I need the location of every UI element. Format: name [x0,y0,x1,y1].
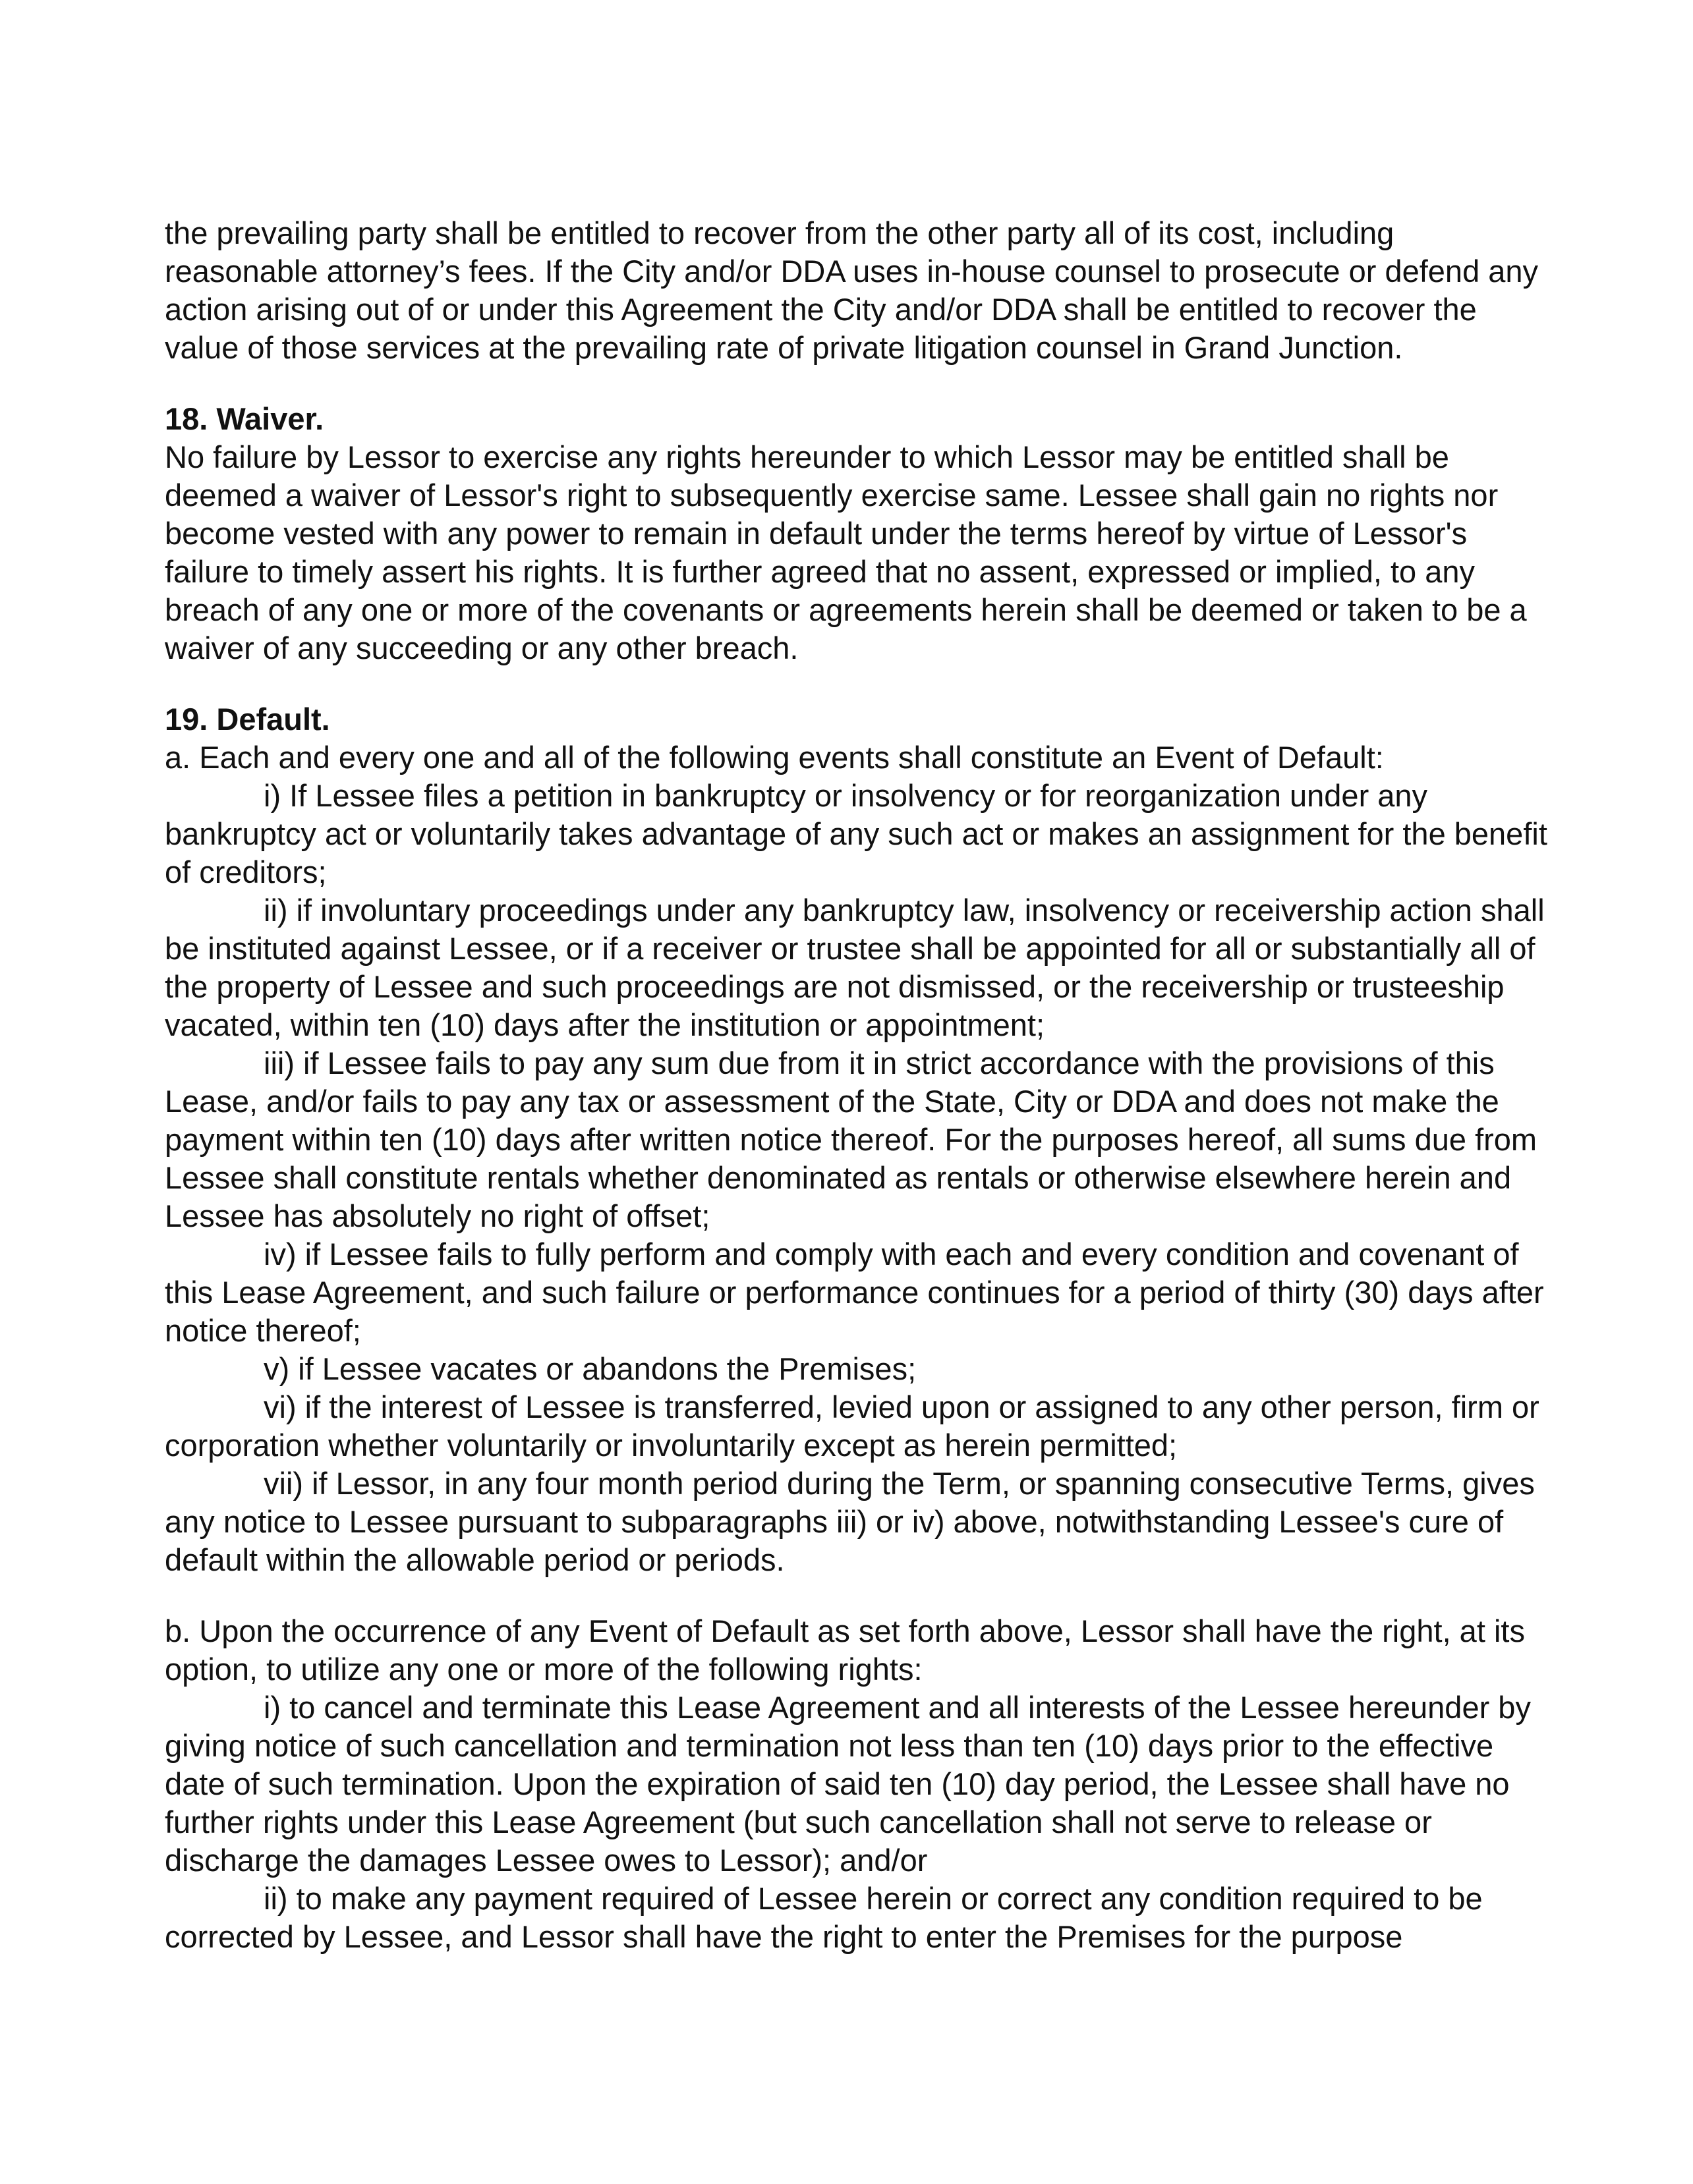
section-18-body: No failure by Lessor to exercise any rights hereunder to which Lessor may be entitled shall be deemed a waiver of Lessor's right to subsequently exercise same. Lessee shall gain no rights nor become vested with any power to remain in default under the terms hereof by virtue of Lessor's failure to timely assert his rights. It is further agreed that no assent, expressed or implied, to any breach of any one or more of the covenants or agreements herein shall be deemed or taken to be a waiver of any succeeding or any other breach. [165,439,1527,665]
section-19b-item-ii: ii) to make any payment required of Lessee herein or correct any condition required to be corrected by Lessee, and Lessor shall have the right to enter the Premises for the purpose [165,1881,1483,1954]
section-18-heading: 18. Waiver. [165,401,324,436]
section-19a-item-iii: iii) if Lessee fails to pay any sum due from it in strict accordance with the provisions of this Lease, and/or fails to pay any tax or assessment of the State, City or DDA and does not make the payment within ten (10) days after written notice thereof. For the purposes hereof, all sums due from Lessee shall constitute rentals whether denominated as rentals or otherwise elsewhere herein and Lessee has absolutely no right of offset; [165,1046,1537,1233]
section-19b-item-i: i) to cancel and terminate this Lease Agreement and all interests of the Lessee hereunder by giving notice of such cancellation and termination not less than ten (10) days prior to the effective date of such termination. Upon the expiration of said ten (10) day period, the Lessee shall have no further rights under this Lease Agreement (but such cancellation shall not serve to release or discharge the damages Lessee owes to Lessor); and/or [165,1690,1531,1878]
section-19-heading: 19. Default. [165,702,330,737]
section-19a-item-iv: iv) if Lessee fails to fully perform and comply with each and every condition and covenant of this Lease Agreement, and such failure or performance continues for a period of thirty (30) days after notice thereof; [165,1237,1544,1348]
section-19a-item-i: i) If Lessee files a petition in bankruptcy or insolvency or for reorganization under any bankruptcy act or voluntarily takes advantage of any such act or makes an assignment for the benefit of creditors; [165,778,1547,889]
section-19b-intro: b. Upon the occurrence of any Event of Default as set forth above, Lessor shall have the right, at its option, to utilize any one or more of the following rights: [165,1613,1525,1687]
section-19a-item-ii: ii) if involuntary proceedings under any bankruptcy law, insolvency or receivership action shall be instituted against Lessee, or if a receiver or trustee shall be appointed for all or substantially all of the property of Lessee and such proceedings are not dismissed, or the receivership or trusteeship vacated, within ten (10) days after the institution or appointment; [165,893,1545,1042]
section-19a-intro: a. Each and every one and all of the following events shall constitute an Event of Default: [165,740,1384,775]
document-page [165,214,1555,1956]
section-19a-item-vi: vi) if the interest of Lessee is transferred, levied upon or assigned to any other person, firm or corporation whether voluntarily or involuntarily except as herein permitted; [165,1389,1539,1463]
intro-paragraph: the prevailing party shall be entitled to recover from the other party all of its cost, including reasonable attorney’s fees. If the City and/or DDA uses in-house counsel to prosecute or defend any action arising out of or under this Agreement the City and/or DDA shall be entitled to recover the value of those services at the prevailing rate of private litigation counsel in Grand Junction. [165,215,1539,365]
section-19a-item-v: v) if Lessee vacates or abandons the Premises; [264,1351,917,1386]
section-19a-item-vii: vii) if Lessor, in any four month period during the Term, or spanning consecutive Terms, gives any notice to Lessee pursuant to subparagraphs iii) or iv) above, notwithstanding Lessee's cure of default within the allowable period or periods. [165,1466,1535,1577]
